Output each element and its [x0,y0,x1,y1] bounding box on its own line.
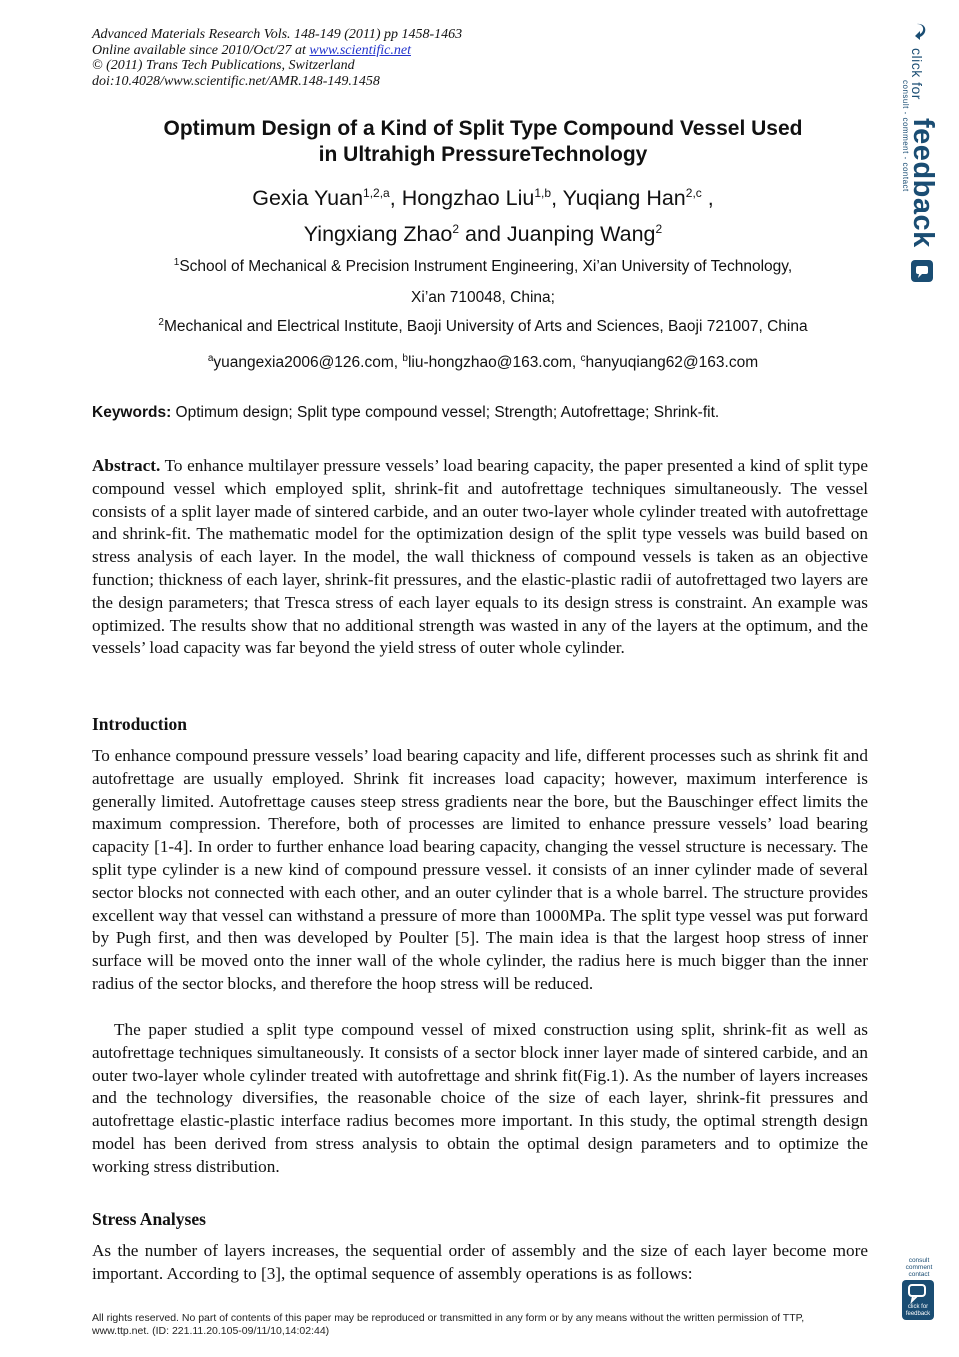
author-name: Yuqiang Han [562,186,686,210]
feedback-small-contact: contact [908,1271,930,1278]
doi-line: doi:10.4028/www.scientific.net/AMR.148-149.1458 [92,73,380,89]
keywords-label: Keywords: [92,404,172,421]
feedback-word[interactable]: feedback [907,118,939,248]
introduction-paragraph-1: To enhance compound pressure vessels’ load bearing capacity and life, different processes such as shrink fit and autofrettage are usually employed. Shrink fit increases load capacity; however, maximum interference is generally limited. Autofrettage causes steep stress gradients near the bore, but the Bauschinger effect limits the maximum compression. Therefore, both of processes are limited to enhance pressure vessels’ load bearing capacity [1-4]. In order to further enhance load bearing capacity, changing the vessel structure is necessary. The split type cylinder is a new kind of compound pressure vessel. it consists of an inner cylinder made of several sector blocks not connected with each other, and an outer cylinder that is a whole barrel. The structure provides excellent way that vessel can withstand a pressure of more than 1000MPa. The split type vessel was put forward by Pugh first, and then was developed by Poulter [5]. The main idea is that the largest hoop stress of inner surface will be moved onto the inner wall of the whole cylinder, the radius here is much bigger than the inner radius of the sector blocks, and therefore the hoop stress will be reduced. [92,746,868,993]
affiliation-1-line-1: $^1$School of Mechanical & Precision Instrument Engineering, Xi’an University of Technology, [173,256,793,275]
author-name: Gexia Yuan [252,186,364,210]
abstract-text: To enhance multilayer pressure vessels’ load bearing capacity, the paper presented a kind of split type compound vessel which employed split, shrink-fit and autofrettage techniques simultaneously. The vessel consists of a split layer made of sintered carbide, and an outer two-layer whole cylinder treated with autofrettage and shrink-fit. The mathematic model for the optimization design of the split type vessels was build based on stress analysis of each layer. In the model, the wall thickness of compound vessels is taken as an objective function; thickness of each layer, shrink-fit pressures, and the elastic-plastic radii of autofrettaged two layers are the design parameters; that Tresca stress of each layer equals to its design stress is constraint. An example was optimized. The results show that no additional strength was wasted in any of the layers at the optimum, and the vessels’ load capacity was far beyond the yield stress of outer whole cylinder. [92,456,868,658]
abstract [92,455,868,660]
feedback-small-comment: comment [905,1264,933,1271]
affiliation-1-line-2: Xi’an 710048, China; [411,289,555,306]
authors-line-2: Yingxiang Zhao$^2$ and Juanping Wang$^2$ [303,221,663,246]
chat-bubble-icon [911,260,933,282]
feedback-arrow-icon[interactable] [914,22,928,40]
feedback-consult-text[interactable]: consult - comment - contact [901,80,910,192]
email-b: liu-hongzhao@163.com [407,354,572,371]
introduction-paragraph-2: The paper studied a split type compound vessel of mixed construction using split, shrink-fit as well as autofrettage techniques simultaneously. It consists of a sector block inner layer made of sintered carbide, and an outer two-layer whole cylinder treated with autofrettage and shrink fit(Fig.1). As the number of layers increases and the technology diversifies, the reasonable choice of the size of each layer, shrink-fit pressures and autofrettage elastic-plastic interface radius becomes more important. In this study, the optimal strength design model has been derived from stress analysis to obtain the optimal design parameters and to optimize the working stress distribution. [92,1020,868,1176]
author-emails: $^a$yuangexia2006@126.com, $^b$liu-hongzhao@163.com, $^c$hanyuqiang62@163.com [207,352,759,371]
keywords-text: Optimum design; Split type compound vessel; Strength; Autofrettage; Shrink-fit. [171,404,720,421]
author-affil-sup: 1,2,a [363,185,390,200]
author-affil-sup: 2 [452,221,460,236]
author-affil-sup: 2 [655,221,663,236]
title-line-1: Optimum Design of a Kind of Split Type Compound Vessel Used [163,117,803,140]
paper-title [92,116,874,168]
feedback-chat-icon[interactable] [911,260,933,282]
feedback-small-consult: consult [908,1257,930,1264]
journal-citation: Advanced Materials Research Vols. 148-149 (2011) pp 1458-1463 [92,27,463,42]
author-affil-sup: 1,b [534,185,552,200]
footer-line-1: All rights reserved. No part of contents of this paper may be reproduced or transmitted in any form or by any means without the written permission of TTP, [92,1312,805,1324]
section-heading-introduction: Introduction [92,714,187,734]
feedback-click-for[interactable]: click for [909,48,925,100]
scientific-net-link[interactable]: www.scientific.net [309,42,411,58]
feedback-button[interactable] [902,1280,934,1320]
abstract-label: Abstract. [92,456,161,475]
email-c: hanyuqiang62@163.com [585,354,759,371]
affiliation-2: $^2$Mechanical and Electrical Institute, Baoji University of Arts and Sciences, Baoji 721007, China [158,316,808,335]
author-affil-sup: 2,c [685,185,702,200]
feedback-small-feedback: feedback [905,1310,931,1317]
feedback-small-click: click for [907,1304,929,1310]
author-name: Yingxiang Zhao [303,222,453,246]
section-heading-stress-analyses: Stress Analyses [92,1209,206,1229]
feedback-widget-bottom[interactable] [902,1257,936,1320]
copyright-line: © (2011) Trans Tech Publications, Switzerland [92,58,355,73]
footer-rights [92,1312,882,1337]
online-date: Online available since 2010/Oct/27 at www.scientific.net [92,42,411,58]
journal-header [92,27,462,89]
author-name: Hongzhao Liu [401,186,535,210]
title-line-2: in Ultrahigh PressureTechnology [318,143,648,166]
footer-line-2: www.ttp.net. (ID: 221.11.20.105-09/11/10,14:02:44) [92,1324,330,1337]
keywords [92,404,719,422]
author-name: Juanping Wang [506,222,656,246]
chat-bubble-icon [902,1280,934,1306]
authors-line-1: Gexia Yuan$^{1,2,a}$, Hongzhao Liu$^{1,b}$, Yuqiang Han$^{2,c}$ , [252,185,714,210]
stress-paragraph-1: As the number of layers increases, the sequential order of assembly and the size of each layer become more important. According to [3], the optimal sequence of assembly operations is as follows: [92,1241,868,1283]
email-a: yuangexia2006@126.com [213,354,394,371]
